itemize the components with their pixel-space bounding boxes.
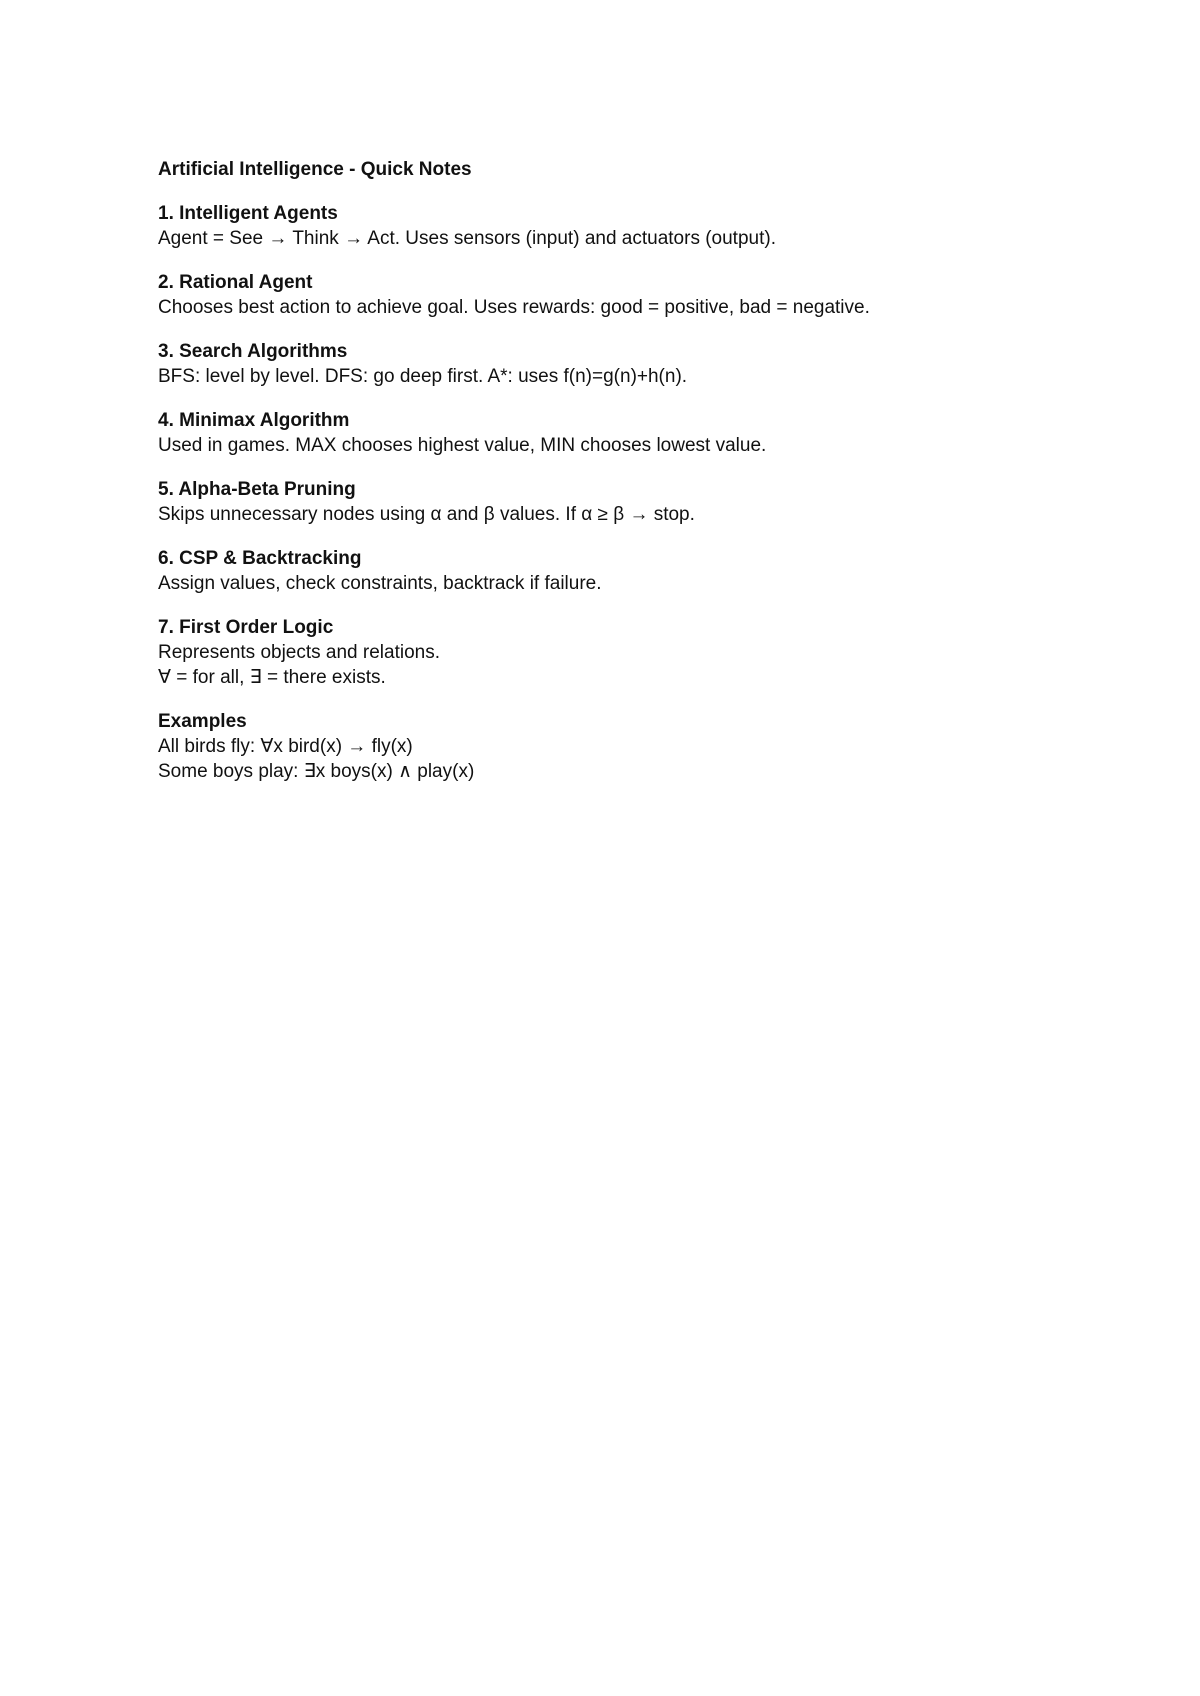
section-heading: 5. Alpha-Beta Pruning (158, 479, 356, 500)
section-intelligent-agents (158, 201, 1058, 251)
section-text: BFS: level by level. DFS: go deep first. A*: uses f(n)=g(n)+h(n). (158, 366, 688, 387)
section-heading: 1. Intelligent Agents (158, 203, 338, 224)
section-first-order-logic (158, 615, 1058, 690)
section-text: Represents objects and relations. (158, 642, 440, 663)
section-text: Agent = See → Think → Act. Uses sensors (input) and actuators (output). (158, 228, 776, 249)
section-alpha-beta-pruning (158, 477, 1058, 527)
section-text: Skips unnecessary nodes using α and β values. If α ≥ β → stop. (158, 504, 695, 525)
section-heading: 4. Minimax Algorithm (158, 410, 350, 431)
section-examples (158, 709, 1058, 784)
section-text: Some boys play: ∃x boys(x) ∧ play(x) (158, 761, 475, 782)
section-search-algorithms (158, 339, 1058, 389)
section-heading: 6. CSP & Backtracking (158, 548, 362, 569)
section-text: Assign values, check constraints, backtrack if failure. (158, 573, 602, 594)
section-text: All birds fly: ∀x bird(x) → fly(x) (158, 736, 413, 757)
section-minimax-algorithm (158, 408, 1058, 458)
section-heading: 2. Rational Agent (158, 272, 313, 293)
section-heading: 7. First Order Logic (158, 617, 334, 638)
document-page (158, 157, 1058, 803)
section-text: Chooses best action to achieve goal. Uses rewards: good = positive, bad = negative. (158, 297, 870, 318)
section-csp-backtracking (158, 546, 1058, 596)
section-text: ∀ = for all, ∃ = there exists. (158, 667, 386, 688)
section-text: Used in games. MAX chooses highest value, MIN chooses lowest value. (158, 435, 767, 456)
section-rational-agent (158, 270, 1058, 320)
section-heading: 3. Search Algorithms (158, 341, 348, 362)
document-title: Artificial Intelligence - Quick Notes (158, 159, 472, 180)
section-heading: Examples (158, 711, 247, 732)
